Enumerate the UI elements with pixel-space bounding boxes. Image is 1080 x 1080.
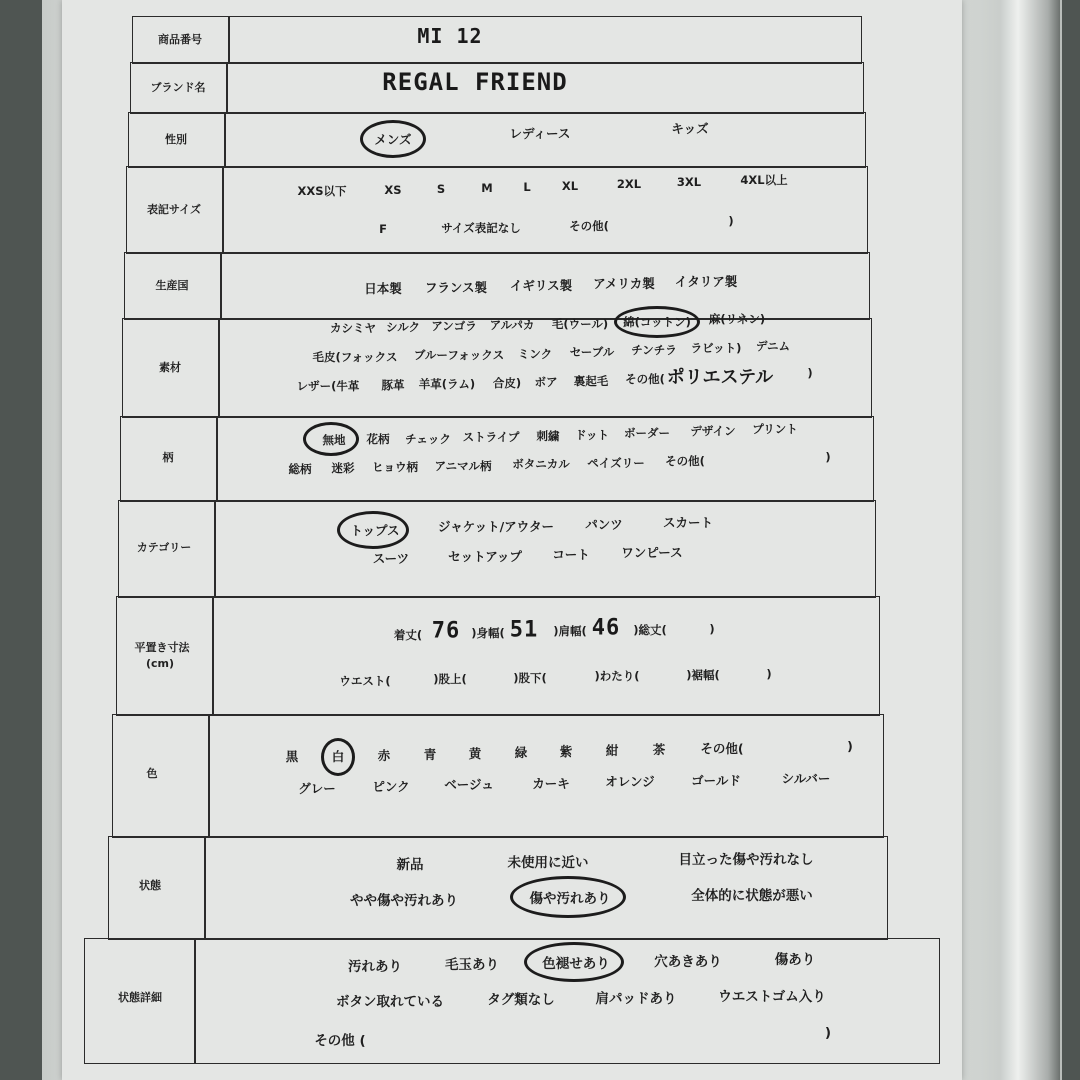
pattern-option: ペイズリー <box>587 456 645 470</box>
row-divider <box>208 714 210 838</box>
condition-option: 新品 <box>396 857 424 873</box>
row-color <box>112 714 884 838</box>
size-option: 3XL <box>676 175 702 189</box>
detail-option: 傷あり <box>774 952 816 968</box>
material-option: チンチラ <box>631 343 677 357</box>
brand-value: REGAL FRIEND <box>382 68 568 96</box>
detail-option: ) <box>824 1025 832 1041</box>
color-option: 青 <box>423 747 437 762</box>
category-option: ワンピース <box>621 545 683 560</box>
label-category: カテゴリー <box>136 541 192 554</box>
material-option: ボア <box>534 375 558 389</box>
detail-option: 肩パッドあり <box>595 991 677 1007</box>
selection-circle <box>510 876 626 918</box>
color-option: ベージュ <box>444 777 494 792</box>
category-option: ジャケット/アウター <box>437 519 555 534</box>
material-option: アルパカ <box>489 318 535 332</box>
condition-option-scratched: 傷や汚れあり <box>529 891 611 907</box>
category-option: パンツ <box>585 517 623 532</box>
measure-label: )股上( <box>433 672 467 686</box>
material-option: 麻(リネン) <box>708 312 766 326</box>
condition-option: 未使用に近い <box>507 855 589 871</box>
row-divider <box>226 62 228 114</box>
pattern-option: 総柄 <box>288 462 312 476</box>
detail-option: その他 ( <box>314 1033 366 1049</box>
detail-option: ウエストゴム入り <box>718 989 826 1005</box>
pattern-option: ) <box>825 450 831 464</box>
measure-value-width: 51 <box>509 617 539 643</box>
row-divider <box>224 112 226 168</box>
size-option: 4XL以上 <box>740 173 788 187</box>
category-option: コート <box>552 547 590 562</box>
measure-label: )総丈( <box>633 623 667 637</box>
category-option-tops: トップス <box>350 523 400 538</box>
label-gender: 性別 <box>165 133 187 146</box>
material-other-handwritten: ポリエステル <box>666 367 774 388</box>
size-option: M <box>481 181 493 195</box>
measure-label: ) <box>766 667 772 681</box>
row-divider <box>218 318 220 418</box>
material-option: ミンク <box>517 347 553 361</box>
size-option: ) <box>728 214 734 228</box>
color-option: カーキ <box>532 776 570 791</box>
color-option-white: 白 <box>331 749 345 764</box>
material-option: カシミヤ <box>330 321 376 335</box>
gender-option-ladies: レディース <box>509 126 571 141</box>
pattern-option: 刺繍 <box>536 429 560 443</box>
material-option: その他( <box>625 372 665 386</box>
detail-option: 穴あきあり <box>654 954 722 970</box>
size-option: F <box>379 222 387 236</box>
country-option: イタリア製 <box>674 274 738 289</box>
color-option: 赤 <box>377 748 391 763</box>
selection-circle <box>524 942 624 982</box>
label-condition-detail: 状態詳細 <box>118 991 162 1004</box>
detail-option: 汚れあり <box>348 959 402 975</box>
label-size: 表記サイズ <box>146 203 202 216</box>
size-option: XS <box>384 183 402 197</box>
category-option: スーツ <box>372 551 410 566</box>
color-option: その他( <box>700 741 744 756</box>
pattern-option: ボーダー <box>624 426 670 440</box>
pattern-option: 迷彩 <box>331 461 355 475</box>
pattern-option-plain: 無地 <box>322 433 346 447</box>
measure-label: )身幅( <box>471 626 505 640</box>
country-option: 日本製 <box>364 281 402 296</box>
measure-label: ウエスト( <box>339 674 391 688</box>
row-divider <box>194 938 196 1064</box>
color-option: グレー <box>298 781 336 796</box>
row-divider <box>222 166 224 254</box>
color-option: 黄 <box>468 746 482 761</box>
material-option: デニム <box>755 339 791 353</box>
selection-circle <box>321 738 355 776</box>
selection-circle <box>337 511 409 549</box>
measure-label: )股下( <box>513 671 547 685</box>
label-pattern: 柄 <box>162 451 174 464</box>
category-option: スカート <box>662 515 714 530</box>
measure-value-length: 76 <box>431 618 461 644</box>
material-option: 合皮) <box>492 376 522 390</box>
label-measurements-unit: (cm) <box>145 657 175 670</box>
size-option: サイズ表記なし <box>441 221 521 235</box>
pattern-option: その他( <box>665 454 705 468</box>
product-number-value: MI 12 <box>417 24 483 48</box>
material-option: ラビット) <box>690 341 742 355</box>
material-option: ブルーフォックス <box>413 348 505 362</box>
row-divider <box>212 596 214 716</box>
measure-label: )肩幅( <box>553 624 587 638</box>
condition-option: 目立った傷や汚れなし <box>678 852 814 868</box>
row-measurements <box>116 596 880 716</box>
size-option: L <box>523 180 531 194</box>
country-option: フランス製 <box>424 280 488 295</box>
measure-label: 着丈( <box>393 628 423 642</box>
pattern-option: デザイン <box>690 424 736 438</box>
row-product-number <box>132 16 862 64</box>
label-measurements: 平置き寸法 <box>134 641 190 654</box>
row-country <box>124 252 870 320</box>
pattern-option: ヒョウ柄 <box>372 460 418 474</box>
color-option: 黒 <box>285 749 299 764</box>
row-gender <box>128 112 866 168</box>
material-option: レザー(牛革 <box>296 379 360 393</box>
color-option: ゴールド <box>691 773 741 788</box>
row-divider <box>216 416 218 502</box>
country-option: アメリカ製 <box>593 276 655 291</box>
condition-option: やや傷や汚れあり <box>350 893 458 909</box>
pattern-option: アニマル柄 <box>434 459 492 473</box>
pattern-option: ストライプ <box>462 430 520 444</box>
label-brand: ブランド名 <box>150 81 206 94</box>
measure-value-shoulder: 46 <box>591 615 621 641</box>
category-option: セットアップ <box>448 549 522 564</box>
size-option: 2XL <box>616 177 642 191</box>
gender-option-kids: キッズ <box>671 121 709 136</box>
size-option: XXS以下 <box>297 184 347 198</box>
label-condition: 状態 <box>139 879 161 892</box>
row-divider <box>228 16 230 64</box>
material-option: ) <box>807 366 813 380</box>
label-material: 素材 <box>159 361 181 374</box>
measure-label: ) <box>709 622 715 636</box>
color-option: 紫 <box>559 744 573 759</box>
color-option: ピンク <box>372 779 410 794</box>
color-option: 茶 <box>652 742 666 757</box>
material-option: 毛(ウール) <box>551 317 609 331</box>
label-product-number: 商品番号 <box>158 33 202 46</box>
detail-option-faded: 色褪せあり <box>542 956 610 972</box>
size-option: S <box>436 182 446 196</box>
selection-circle <box>360 120 426 158</box>
color-option: 紺 <box>605 743 619 758</box>
color-option: ) <box>847 738 853 754</box>
row-divider <box>214 500 216 598</box>
detail-option: 毛玉あり <box>445 957 499 973</box>
label-country: 生産国 <box>155 279 189 292</box>
selection-circle <box>614 306 700 338</box>
size-option: XL <box>561 179 579 193</box>
pattern-option: チェック <box>405 432 451 446</box>
pattern-option: プリント <box>752 422 798 436</box>
pattern-option: ドット <box>574 428 610 442</box>
material-option: 裏起毛 <box>573 374 609 388</box>
gender-option-mens: メンズ <box>374 132 412 147</box>
detail-option: ボタン取れている <box>336 994 444 1010</box>
color-option: オレンジ <box>605 774 655 789</box>
country-option: イギリス製 <box>509 278 573 293</box>
pattern-option: 花柄 <box>366 432 390 446</box>
row-divider <box>220 252 222 320</box>
color-option: 緑 <box>514 745 528 760</box>
row-divider <box>204 836 206 940</box>
material-option: 羊革(ラム) <box>418 377 476 391</box>
pattern-option: ボタニカル <box>512 457 570 471</box>
material-option-cotton: 綿(コットン) <box>623 315 691 329</box>
material-option: アンゴラ <box>431 319 477 333</box>
measure-label: )裾幅( <box>686 668 720 682</box>
material-option: 豚革 <box>381 378 405 392</box>
label-color: 色 <box>146 767 158 780</box>
material-option: 毛皮(フォックス <box>312 350 398 364</box>
detail-option: タグ類なし <box>487 992 555 1008</box>
size-option: その他( <box>569 219 609 233</box>
condition-option: 全体的に状態が悪い <box>691 888 813 904</box>
selection-circle <box>303 422 359 456</box>
color-option: シルバー <box>781 771 831 786</box>
measure-label: )わたり( <box>594 669 640 683</box>
material-option: シルク <box>386 320 420 334</box>
material-option: セーブル <box>569 345 615 359</box>
